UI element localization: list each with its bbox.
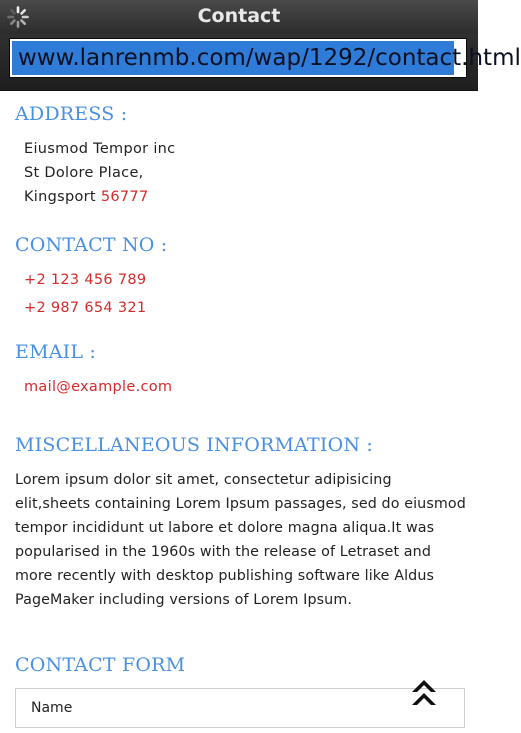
misc-paragraph: Lorem ipsum dolor sit amet, consectetur adipisicing elit,sheets containing Lorem Ipsum passages, sed do eiusmod tempor incididunt ut labore et dolore magna aliqua.It was popularised in the 1960s with the release of Letraset and more recently with desktop publishing software like Aldus PageMaker including versions of Lorem Ipsum. [15, 472, 466, 608]
name-placeholder: Name [31, 700, 73, 716]
address-line-2: St Dolore Place, [24, 165, 144, 181]
url-selection [12, 41, 521, 75]
window-title: Contact [197, 5, 281, 27]
url-bar [0, 34, 521, 91]
contact-form-heading: CONTACT FORM [15, 654, 186, 676]
url-input[interactable] [9, 38, 521, 78]
address-line-3 [24, 189, 148, 205]
email-heading: EMAIL : [15, 341, 97, 363]
phone-link-1[interactable]: +2 123 456 789 [24, 272, 147, 288]
misc-heading: MISCELLANEOUS INFORMATION : [15, 434, 374, 456]
address-city: Kingsport [24, 189, 96, 205]
title-bar [0, 0, 478, 34]
address-zip: 56777 [100, 189, 149, 205]
url-text: www.lanrenmb.com/wap/1292/contact.html [18, 45, 521, 71]
name-input[interactable] [15, 688, 465, 728]
email-link[interactable]: mail@example.com [24, 379, 173, 395]
contact-heading: CONTACT NO : [15, 234, 168, 256]
address-heading: ADDRESS : [15, 103, 128, 125]
phone-link-2[interactable]: +2 987 654 321 [24, 300, 147, 316]
double-chevron-up-icon[interactable] [410, 678, 438, 710]
address-line-1: Eiusmod Tempor inc [24, 141, 176, 157]
